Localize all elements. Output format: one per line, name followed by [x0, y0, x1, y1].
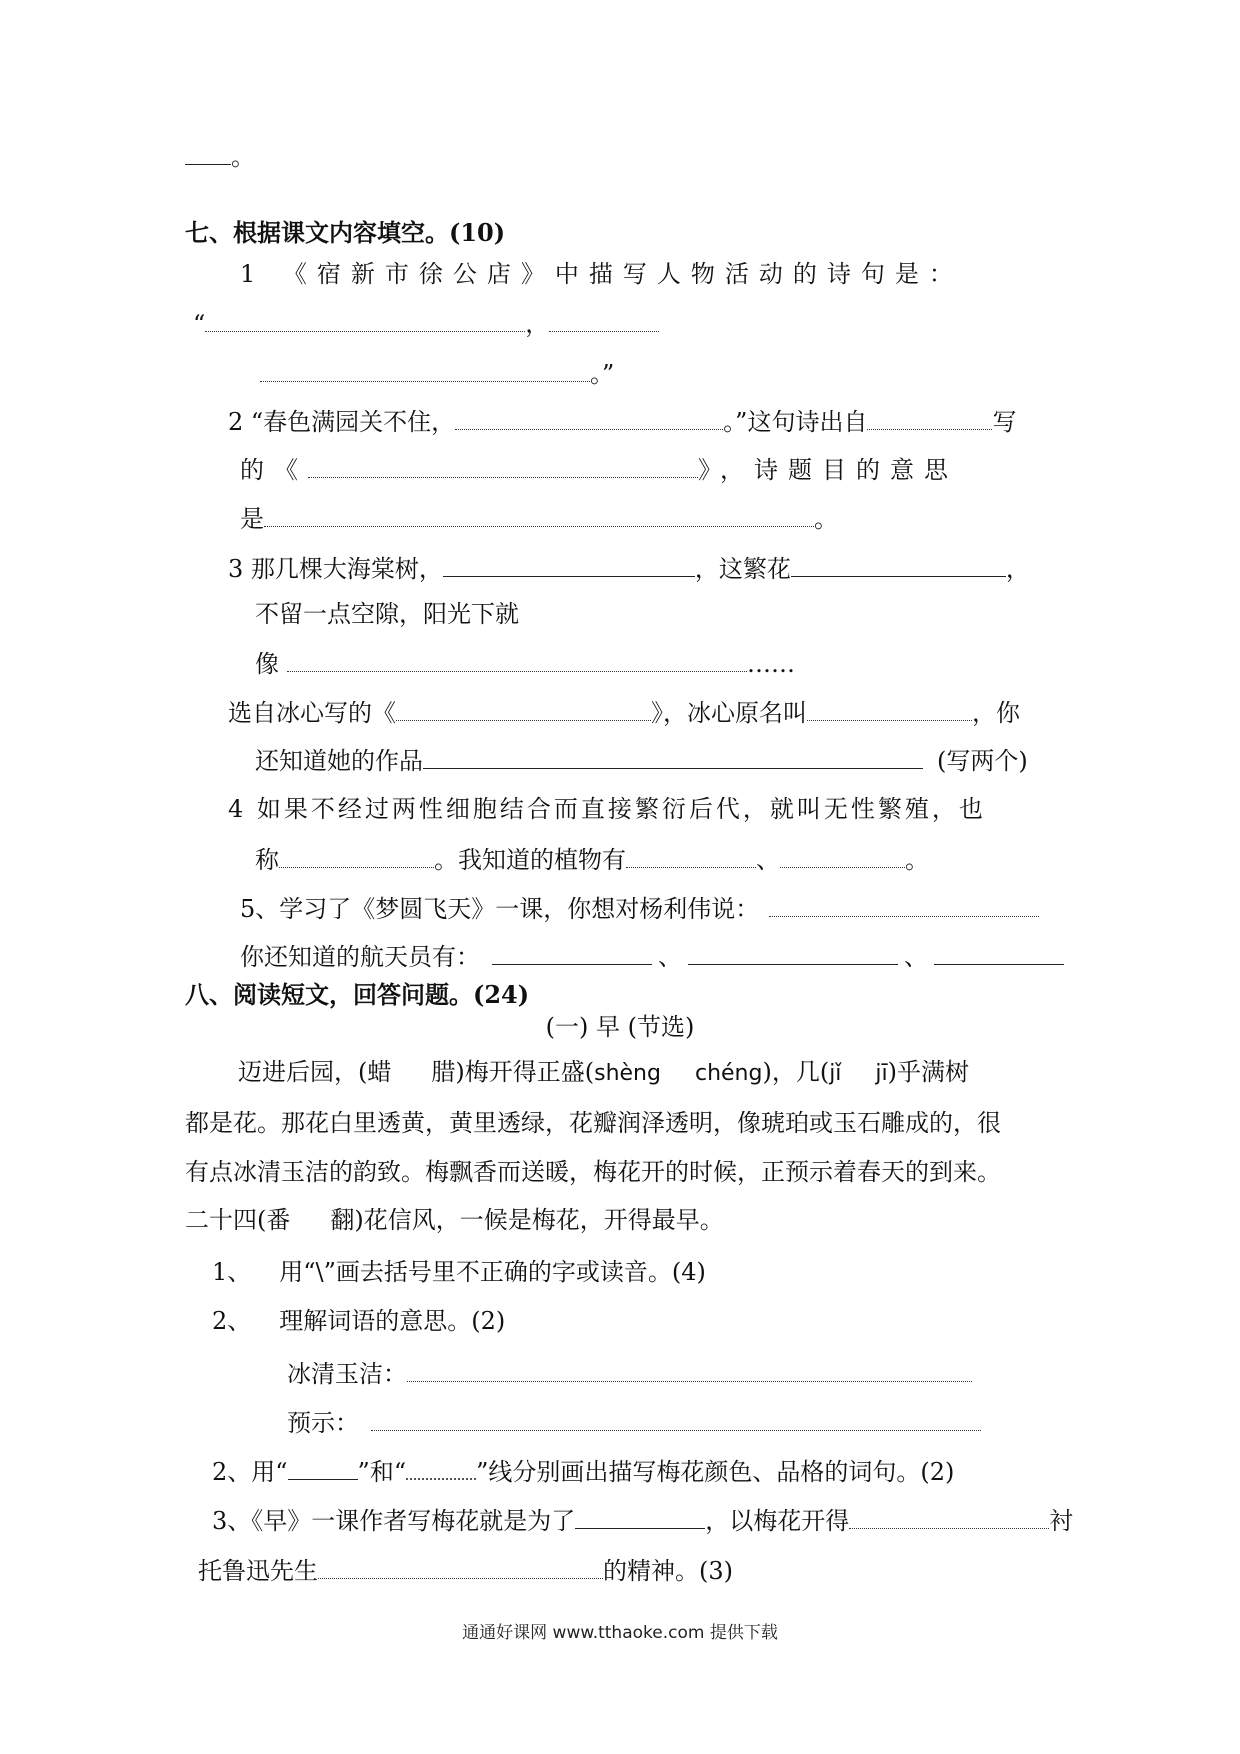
- passage-title: (一) 早 (节选): [545, 1013, 695, 1041]
- s7-q5-line1: 5、学习了《梦圆飞天》一课，你想对杨利伟说：: [240, 890, 1039, 926]
- answer-blank[interactable]: [264, 500, 814, 527]
- s8-q2-word1: 冰清玉洁：: [287, 1355, 972, 1391]
- answer-blank[interactable]: [455, 403, 723, 430]
- s7-q3-line3: 像 ……: [255, 645, 795, 681]
- answer-blank[interactable]: [769, 890, 1039, 917]
- s8-q4-line1: 3、《早》一课作者写梅花就是为了 ，以梅花开得 衬: [212, 1502, 1073, 1538]
- answer-blank[interactable]: [371, 1404, 981, 1431]
- s8-q4-line2: 托鲁迅先生 的精神。(3): [198, 1552, 733, 1588]
- s8-q2: 2、 理解词语的意思。(2): [212, 1307, 506, 1335]
- s7-q2-line3: 是 。: [240, 500, 838, 536]
- passage-line-1: 迈进后园，(蜡 腊)梅开得正盛(shèng chéng)，几(jǐ jī)乎满树: [238, 1058, 970, 1086]
- s7-q3-line4: 选自冰心写的《 》，冰心原名叫 ，你: [228, 694, 1020, 730]
- answer-blank[interactable]: [867, 403, 992, 430]
- answer-blank[interactable]: [492, 938, 652, 965]
- answer-blank[interactable]: [423, 742, 923, 769]
- passage-line-2: 都是花。那花白里透黄，黄里透绿，花瓣润泽透明，像琥珀或玉石雕成的，很: [185, 1109, 1001, 1137]
- passage-line-4: 二十四(番 翻)花信风，一候是梅花，开得最早。: [185, 1206, 724, 1234]
- answer-blank[interactable]: [626, 841, 756, 868]
- footer-credit: 通通好课网 www.tthaoke.com 提供下载: [462, 1623, 778, 1643]
- s7-q2-line2: 的《 》，诗题目的意思: [240, 451, 958, 487]
- s8-q2-word2: 预示：: [287, 1404, 981, 1440]
- answer-blank[interactable]: [934, 938, 1064, 965]
- s8-q1: 1、 用“\”画去括号里不正确的字或读音。(4): [212, 1258, 706, 1286]
- section-7-heading: 七、根据课文内容填空。(10): [185, 218, 506, 247]
- answer-blank[interactable]: [575, 1502, 705, 1529]
- answer-blank[interactable]: [780, 841, 905, 868]
- answer-blank[interactable]: [396, 694, 651, 721]
- s7-q4-line1: 4 如果不经过两性细胞结合而直接繁衍后代，就叫无性繁殖，也: [228, 795, 986, 823]
- s7-q2-line1: 2 “春色满园关不住， 。”这句诗出自 写: [228, 403, 1016, 439]
- s7-q1: 1 《宿新市徐公店》中描写人物活动的诗句是：: [240, 260, 963, 288]
- answer-blank[interactable]: [318, 1552, 603, 1579]
- section-8-heading: 八、阅读短文，回答问题。(24): [185, 980, 530, 1009]
- prev-answer-line: 。: [185, 138, 255, 174]
- s7-q3-line1: 3 那几棵大海棠树， ，这繁花 ，: [228, 550, 1030, 586]
- answer-blank[interactable]: [407, 1355, 972, 1382]
- s8-q3: 2、用“ ”和“ ”线分别画出描写梅花颜色、品格的词句。(2): [212, 1452, 954, 1489]
- s7-q4-line2: 称 。我知道的植物有 、 。: [255, 841, 929, 877]
- answer-blank[interactable]: [443, 550, 695, 577]
- answer-blank[interactable]: [849, 1502, 1049, 1529]
- s7-q3-line5: 还知道她的作品 (写两个): [255, 742, 1028, 778]
- answer-blank[interactable]: [688, 938, 898, 965]
- passage-line-3: 有点冰清玉洁的韵致。梅飘香而送暖，梅花开的时候，正预示着春天的到来。: [185, 1158, 1001, 1186]
- straight-line-sample: [288, 1453, 358, 1480]
- wavy-line-sample: [406, 1452, 476, 1480]
- answer-blank[interactable]: [549, 305, 659, 332]
- s7-q1-line2: 。”: [260, 355, 614, 391]
- answer-blank[interactable]: [205, 305, 525, 332]
- answer-blank[interactable]: [791, 550, 1006, 577]
- answer-blank[interactable]: [260, 355, 590, 382]
- answer-blank[interactable]: [287, 645, 747, 672]
- s7-q5-line2: 你还知道的航天员有： 、 、: [240, 938, 1064, 974]
- s7-q3-line2: 不留一点空隙，阳光下就: [255, 600, 519, 628]
- s7-q1-line1: “ ，: [193, 305, 659, 341]
- answer-blank[interactable]: [279, 841, 434, 868]
- answer-blank[interactable]: [308, 451, 698, 478]
- answer-blank[interactable]: [807, 694, 972, 721]
